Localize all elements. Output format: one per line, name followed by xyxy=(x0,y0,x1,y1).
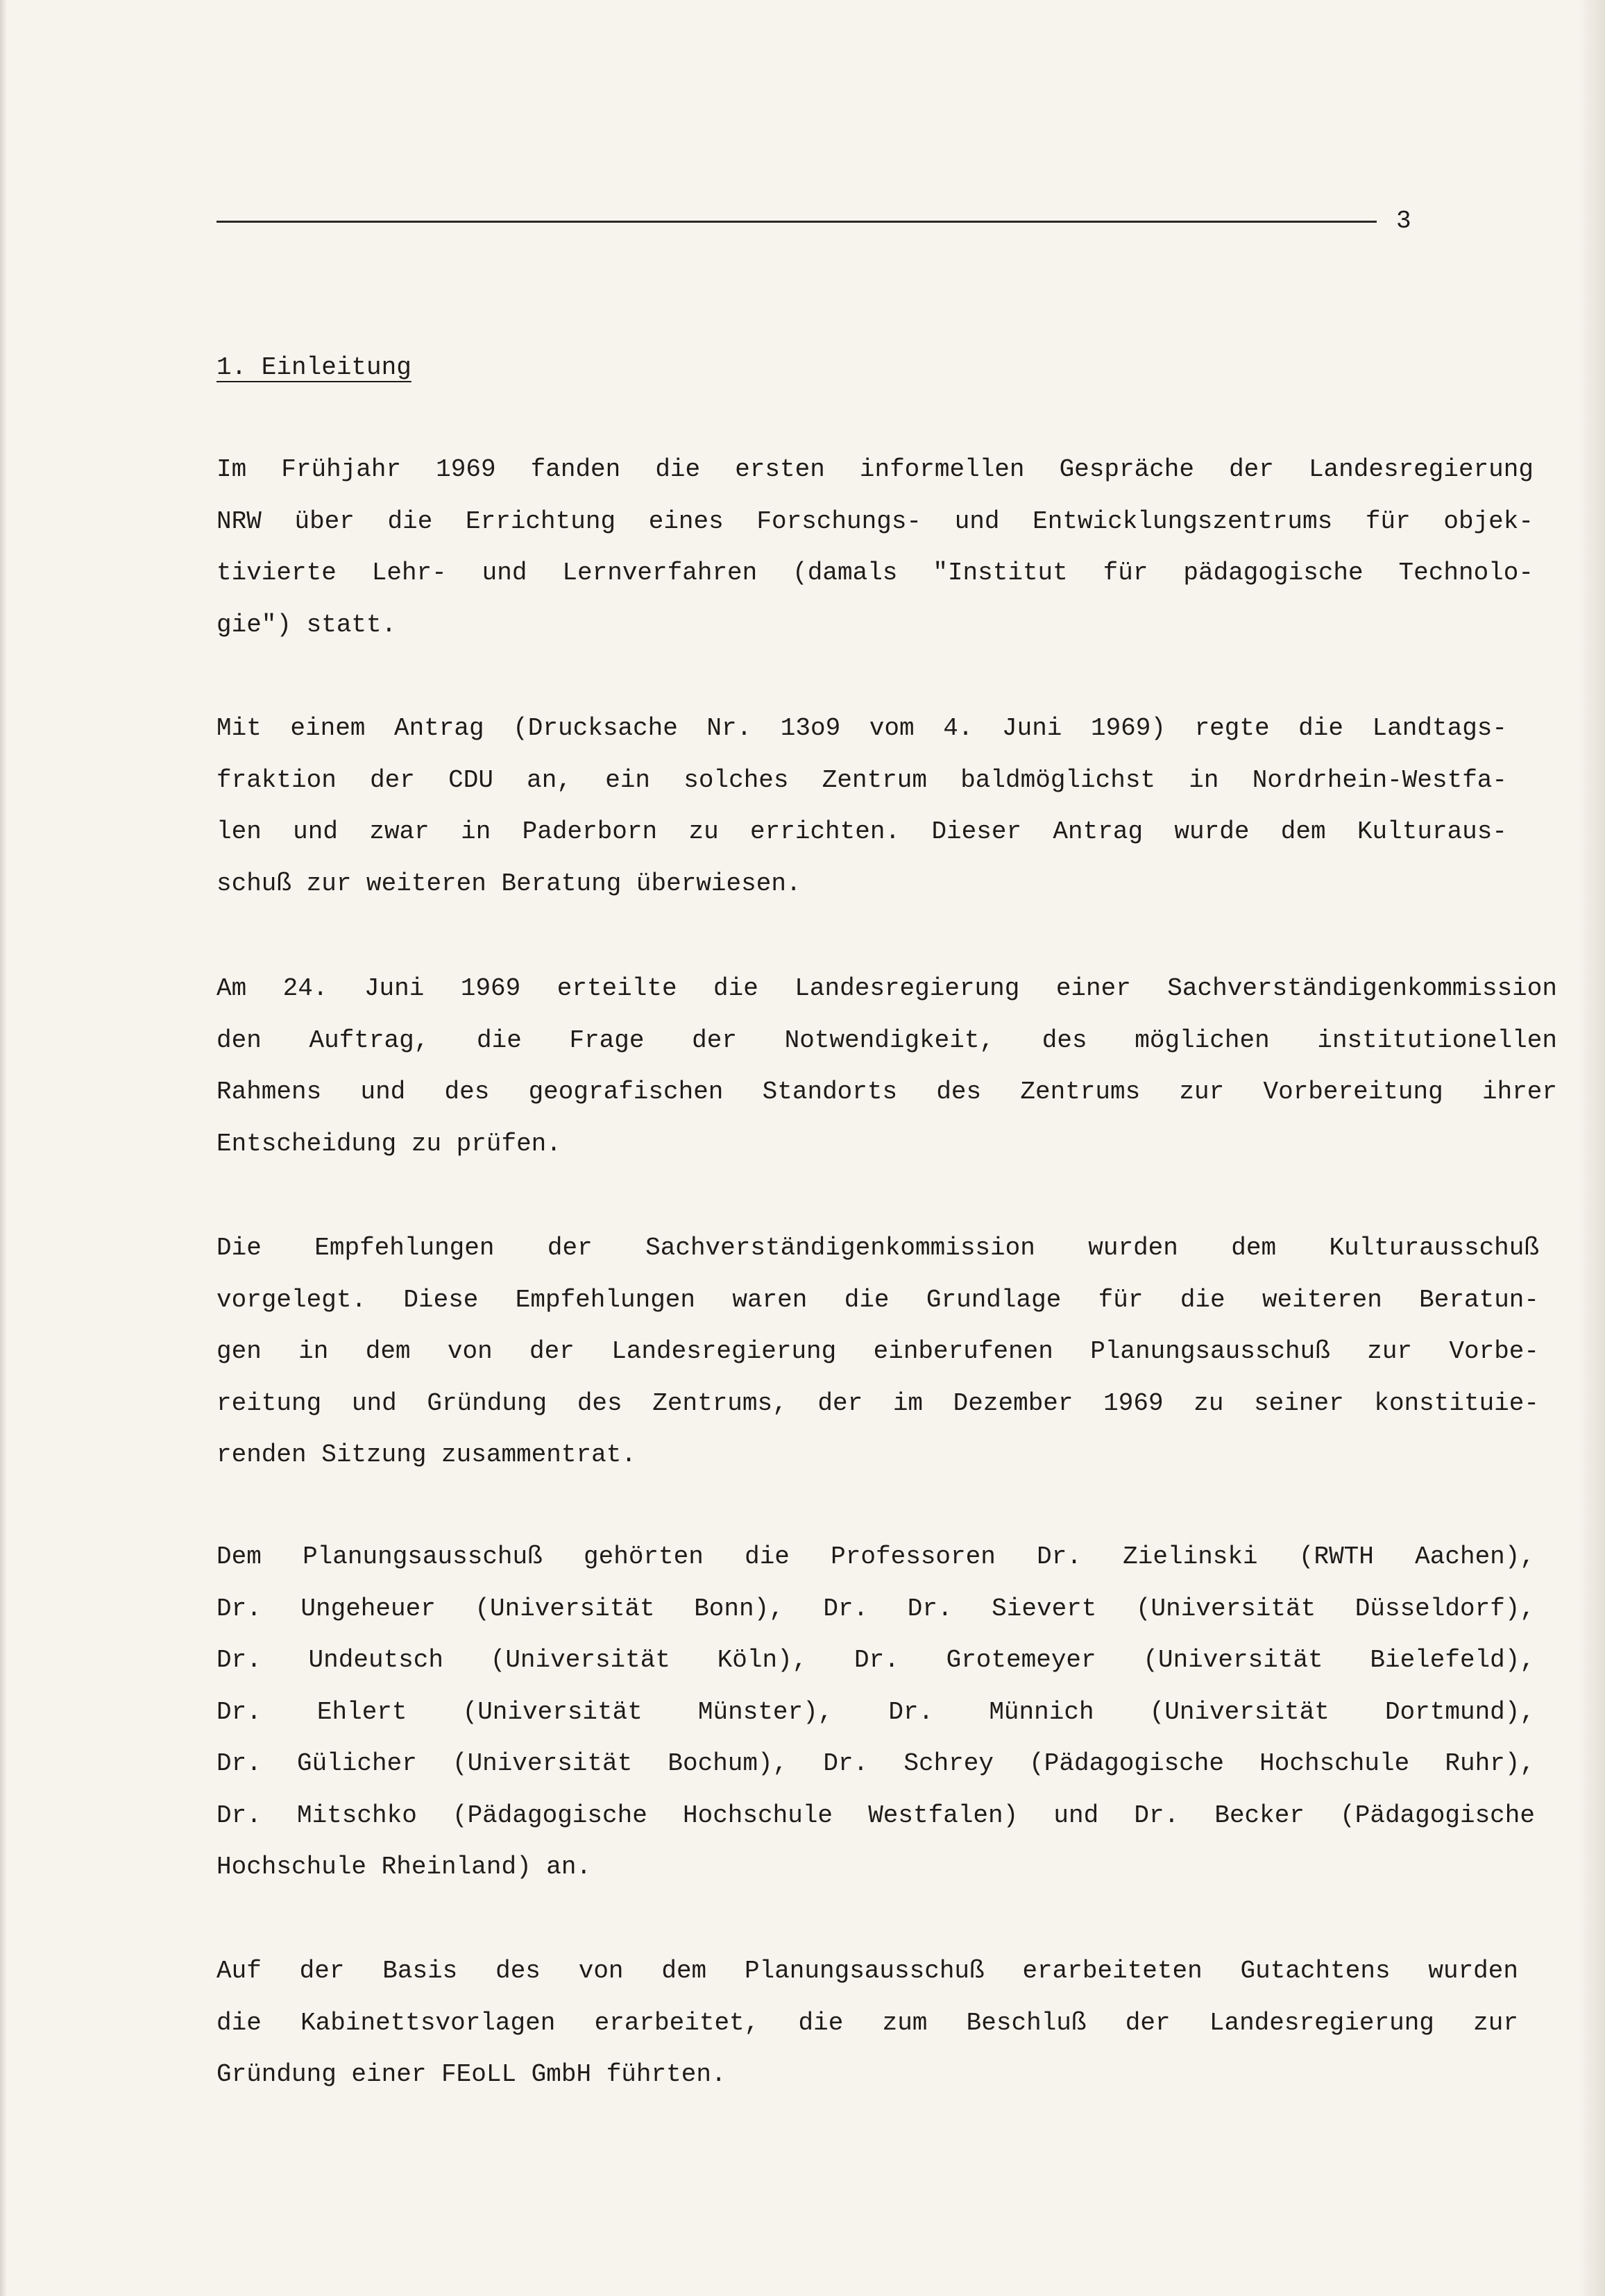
text-line: Im Frühjahr 1969 fanden die ersten informellen Gespräche der Landesregierung xyxy=(216,455,1534,484)
text-line: Mit einem Antrag (Drucksache Nr. 13o9 vom 4. Juni 1969) regte die Landtags- xyxy=(216,714,1507,742)
paragraph-4 xyxy=(216,1223,1539,1481)
text-line: Auf der Basis des von dem Planungsausschuß erarbeiteten Gutachtens wurden xyxy=(216,1957,1518,1985)
text-line: gen in dem von der Landesregierung einberufenen Planungsausschuß zur Vorbe- xyxy=(216,1337,1539,1366)
paragraph-6 xyxy=(216,1946,1518,2101)
header-rule xyxy=(216,221,1377,223)
text-line: die Kabinettsvorlagen erarbeitet, die zum Beschluß der Landesregierung zur xyxy=(216,2008,1518,2037)
text-line: Rahmens und des geografischen Standorts des Zentrums zur Vorbereitung ihrer xyxy=(216,1078,1557,1106)
text-line: vorgelegt. Diese Empfehlungen waren die Grundlage für die weiteren Beratun- xyxy=(216,1285,1539,1314)
paragraph-1 xyxy=(216,444,1534,651)
text-line: Gründung einer FEoLL GmbH führten. xyxy=(216,2060,727,2089)
text-line: len und zwar in Paderborn zu errichten. Dieser Antrag wurde dem Kulturaus- xyxy=(216,817,1507,846)
text-line: schuß zur weiteren Beratung überwiesen. xyxy=(216,869,801,898)
text-line: Am 24. Juni 1969 erteilte die Landesregierung einer Sachverständigenkommission xyxy=(216,974,1557,1003)
page-number: 3 xyxy=(1396,207,1411,235)
text-line: Hochschule Rheinland) an. xyxy=(216,1853,592,1881)
text-line: gie") statt. xyxy=(216,610,397,639)
text-line: fraktion der CDU an, ein solches Zentrum baldmöglichst in Nordrhein-Westfa- xyxy=(216,765,1507,794)
paragraph-2 xyxy=(216,703,1507,910)
text-line: den Auftrag, die Frage der Notwendigkeit, des möglichen institutionellen xyxy=(216,1026,1557,1055)
text-line: Dr. Mitschko (Pädagogische Hochschule Westfalen) und Dr. Becker (Pädagogische xyxy=(216,1801,1535,1830)
text-line: NRW über die Errichtung eines Forschungs- und Entwicklungszentrums für objek- xyxy=(216,507,1534,536)
text-line: Dr. Gülicher (Universität Bochum), Dr. Schrey (Pädagogische Hochschule Ruhr), xyxy=(216,1749,1535,1778)
text-line: Entscheidung zu prüfen. xyxy=(216,1129,561,1158)
section-heading: 1. Einleitung xyxy=(216,353,411,382)
text-line: renden Sitzung zusammentrat. xyxy=(216,1440,636,1469)
text-line: Dem Planungsausschuß gehörten die Professoren Dr. Zielinski (RWTH Aachen), xyxy=(216,1542,1535,1571)
text-line: Dr. Undeutsch (Universität Köln), Dr. Grotemeyer (Universität Bielefeld), xyxy=(216,1646,1535,1674)
text-line: tivierte Lehr- und Lernverfahren (damals "Institut für pädagogische Technolo- xyxy=(216,559,1534,587)
paragraph-5 xyxy=(216,1531,1535,1894)
text-line: Dr. Ehlert (Universität Münster), Dr. Münnich (Universität Dortmund), xyxy=(216,1697,1535,1726)
paragraph-3 xyxy=(216,963,1557,1170)
text-line: Die Empfehlungen der Sachverständigenkommission wurden dem Kulturausschuß xyxy=(216,1234,1539,1262)
text-line: Dr. Ungeheuer (Universität Bonn), Dr. Dr. Sievert (Universität Düsseldorf), xyxy=(216,1594,1535,1623)
text-line: reitung und Gründung des Zentrums, der im Dezember 1969 zu seiner konstituie- xyxy=(216,1388,1539,1418)
